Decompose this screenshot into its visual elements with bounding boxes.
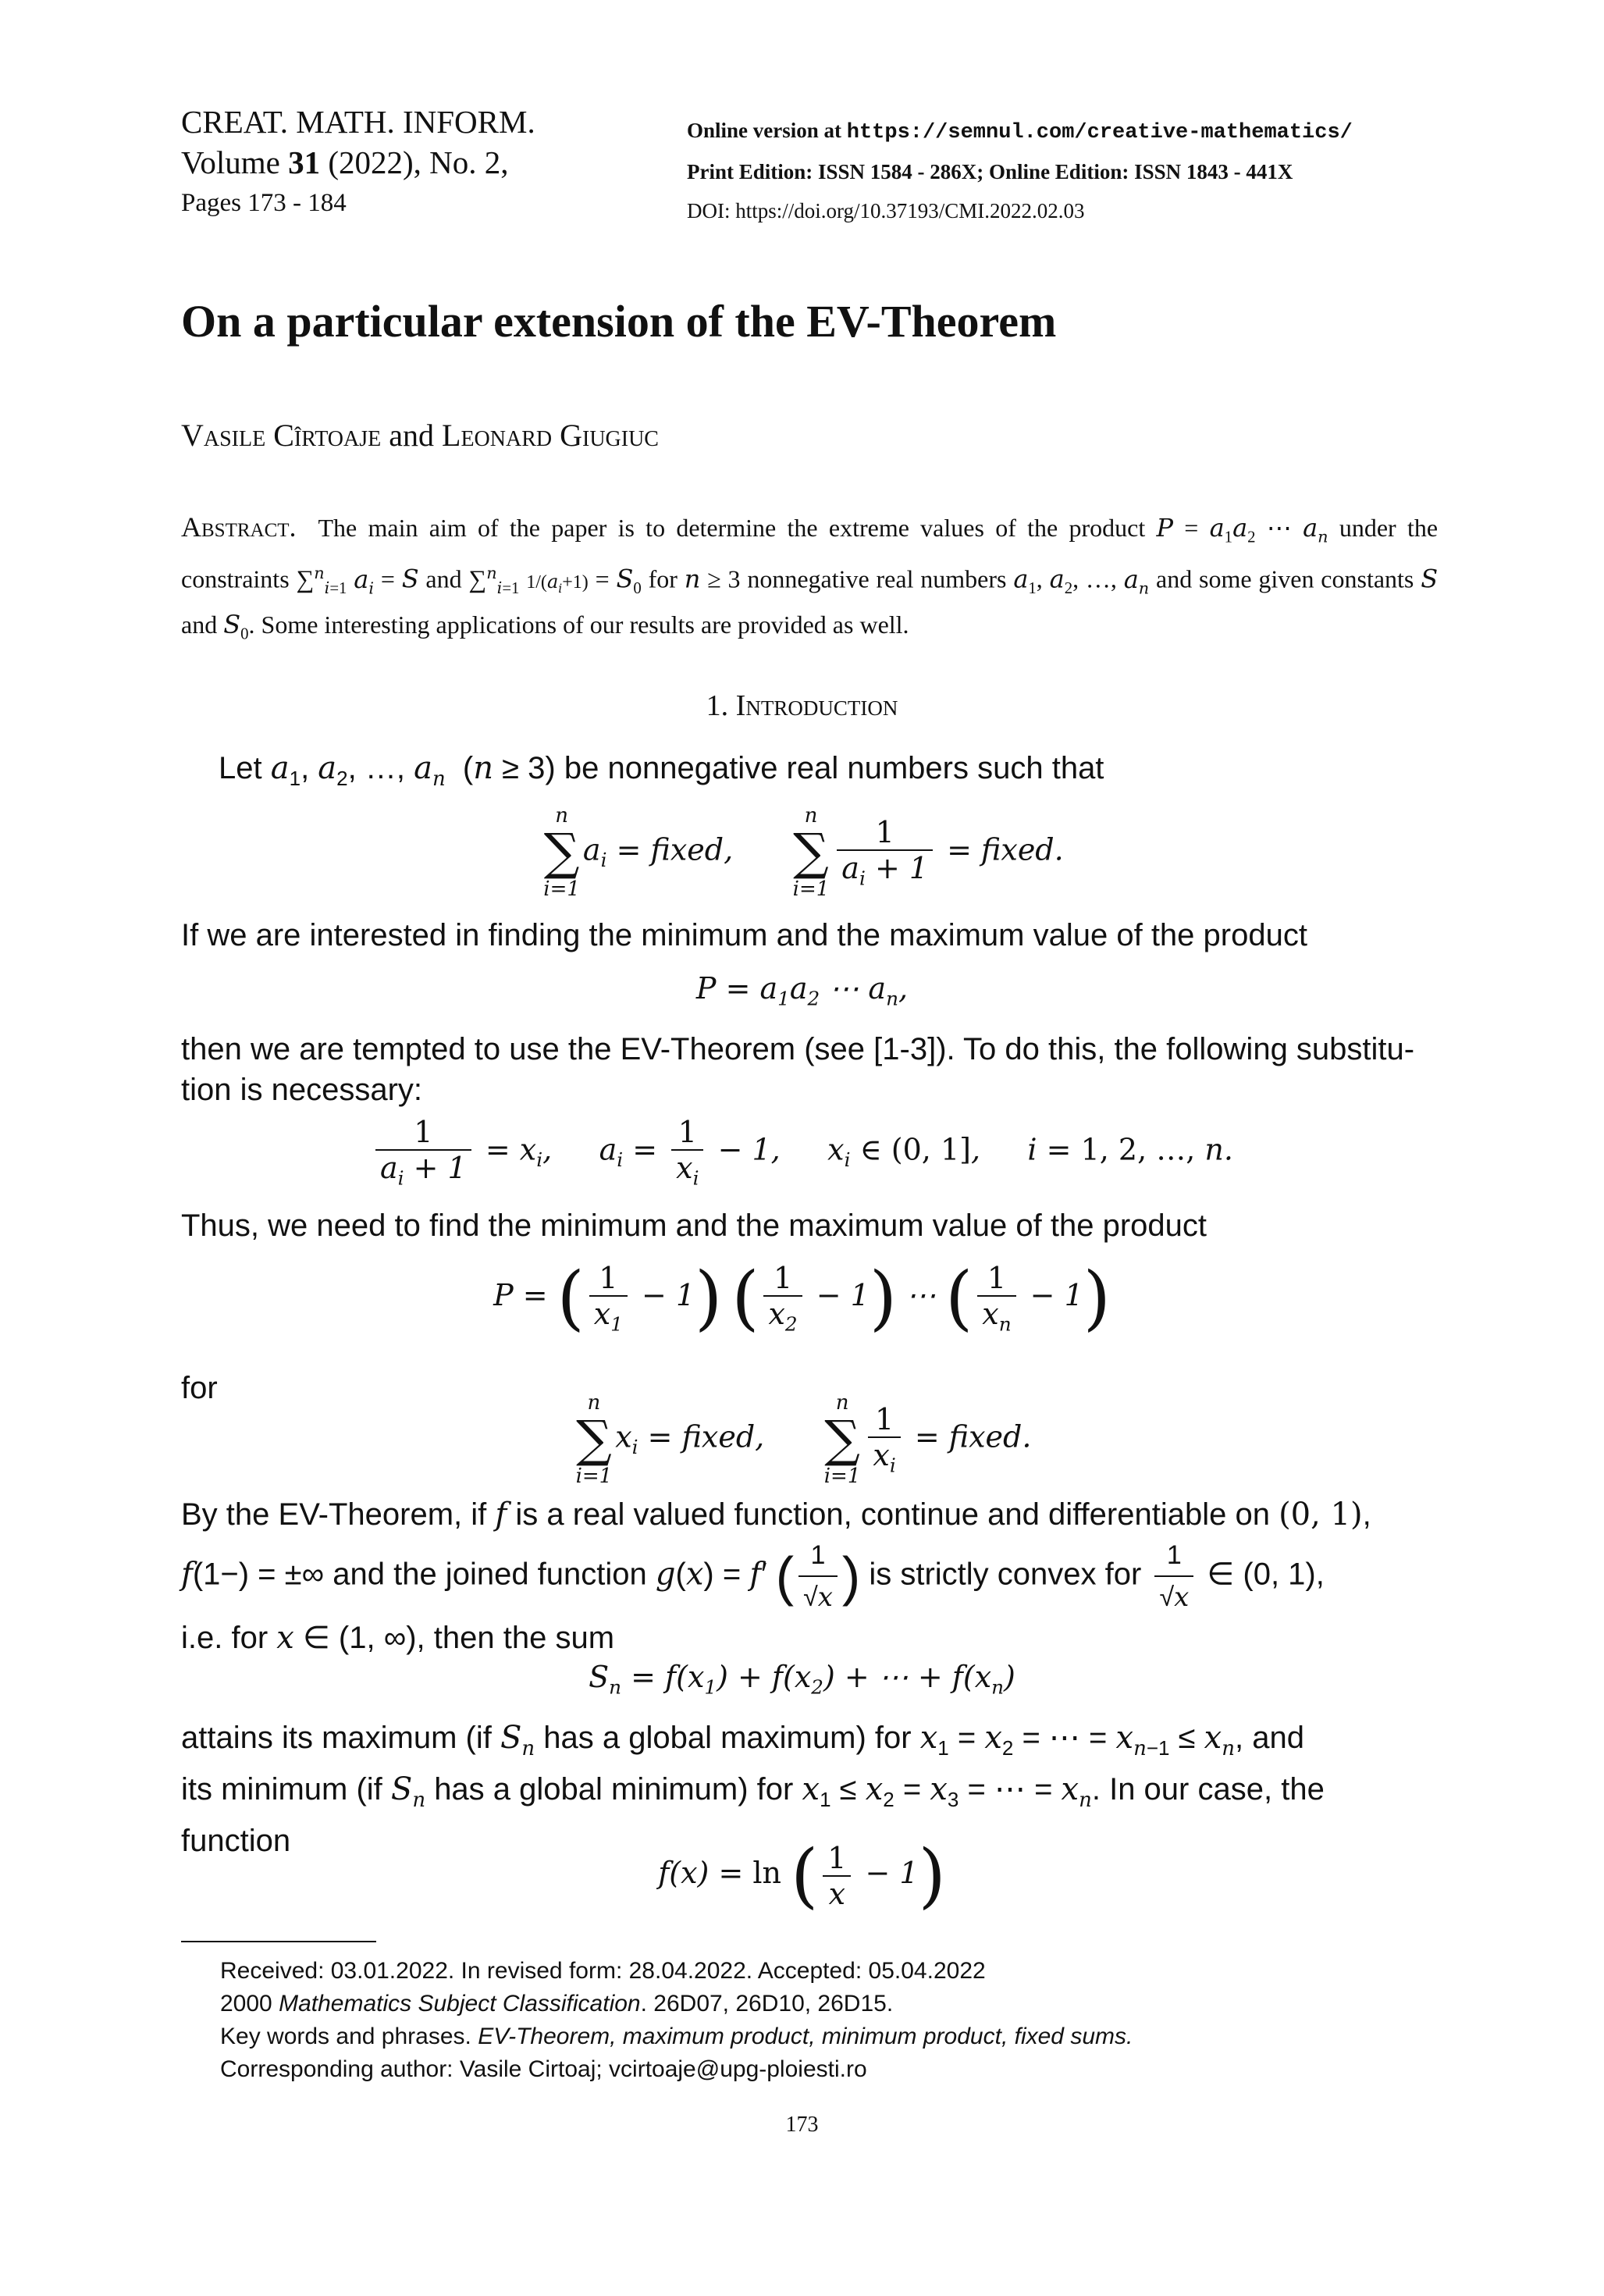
paragraph-5: for [181,1371,218,1405]
section-heading: 1. Introduction [706,689,898,722]
abstract: Abstract. The main aim of the paper is to determine the extreme values of the product $P = a_1a_2$ ⋯ $a_n$ under the constraints ∑$^n_{i=1}$ $a_i = S$ and ∑$^n_{i=1}$ $1/(a_i+1) = S_0$ for n ≥ 3 nonnegative real numbers $a_1$, $a_2$, …, $a_n$ and some given constants S and $S_0$. Some interesting applications of our results are provided as well. [181,511,1439,643]
online-version: Online version at https://semnul.com/creative-mathematics/ [687,119,1353,144]
equation-fixed-sums-x: n ∑ i=1 $x_i$ = fixed, n ∑ i=1 $\frac{1}{x_i}$ = fixed. [575,1391,1032,1488]
paragraph-2: If we are interested in finding the minimum and the maximum value of the product [181,918,1307,952]
authors: Vasile Cîrtoaje and Leonard Giugiuc [181,418,659,453]
paragraph-7: attains its maximum (if $S_n$ has a global maximum) for $x_1 = x_2$ = ⋯ = $x_{n-1} \le x_n$, and its minimum (if $S_n$ has a global minimum) for $x_1 \le x_2 = x_3$ = ⋯ = $x_n$. In our case, the function [181,1720,1325,1858]
online-url[interactable]: https://semnul.com/creative-mathematics/ [846,121,1353,144]
msc-classification: 2000 Mathematics Subject Classification. 26D07, 26D10, 26D15. [220,1991,894,2017]
journal-name: CREAT. MATH. INFORM. [181,104,535,140]
journal-header [181,101,535,223]
footnote-rule [181,1941,376,1942]
equation-product-x: P = ( $\frac{1}{x_1}$ − 1) ( $\frac{1}{x_2}$ − 1) ⋯ ( $\frac{1}{x_n}$ − 1) [493,1257,1111,1339]
doi-info: DOI: https://doi.org/10.37193/CMI.2022.02.03 [687,199,1085,222]
paragraph-6: By the EV-Theorem, if f is a real valued function, continue and differentiable on (0, 1), f(1−) = ±∞ and the joined function g(x) = f′ ( $\frac{1}{√x}$ ) is strictly convex for $\frac{1}{√x}$ ∈ (0, 1), i.e. for x ∈ (1, ∞), then the sum [181,1497,1371,1656]
issn-info: Print Edition: ISSN 1584 - 286X; Online Edition: ISSN 1843 - 441X [687,160,1293,183]
equation-substitution: $\frac{1}{a_i + 1}$ = $x_i$, $a_i$ = $\frac{1}{x_i}$ − 1, $x_i$ ∈ (0, 1], i = 1, 2, …, n. [0,1115,1604,1190]
received-dates: Received: 03.01.2022. In revised form: 28.04.2022. Accepted: 05.04.2022 [220,1958,986,1984]
abstract-label: Abstract. [181,511,297,543]
footnotes [220,1955,1438,2086]
corresponding-author: Corresponding author: Vasile Cirtoaj; vcirtoaje@upg-ploiesti.ro [220,2056,867,2082]
volume-info: Volume 31 (2022), No. 2, [181,144,509,180]
publication-info [687,111,1353,230]
paragraph-3: then we are tempted to use the EV-Theorem (see [1-3]). To do this, the following substitu- tion is necessary: [181,1032,1415,1107]
equation-fixed-sums: n ∑ i=1 $a_i$ = fixed, n ∑ i=1 $\frac{1}{a_i + 1}$ = fixed. [543,804,1064,901]
keywords: Key words and phrases. EV-Theorem, maximum product, minimum product, fixed sums. [220,2024,1133,2049]
equation-product: $P = a_1a_2$ ⋯ $a_n$, [695,971,909,1010]
paragraph-1: Let $a_1$, $a_2$, …, $a_n$ (n ≥ 3) be nonnegative real numbers such that [219,750,1104,791]
pages-range: Pages 173 - 184 [181,189,347,217]
page-number: 173 [785,2113,819,2137]
equation-f-ln: f(x) = ln ( $\frac{1}{x}$ − 1) [658,1835,946,1917]
equation-sum-f: $S_n = f(x_1) + f(x_2)$ + ⋯ + $f(x_n)$ [589,1660,1015,1699]
paper-title: On a particular extension of the EV-Theorem [181,296,1057,347]
paragraph-4: Thus, we need to find the minimum and the maximum value of the product [181,1209,1207,1243]
